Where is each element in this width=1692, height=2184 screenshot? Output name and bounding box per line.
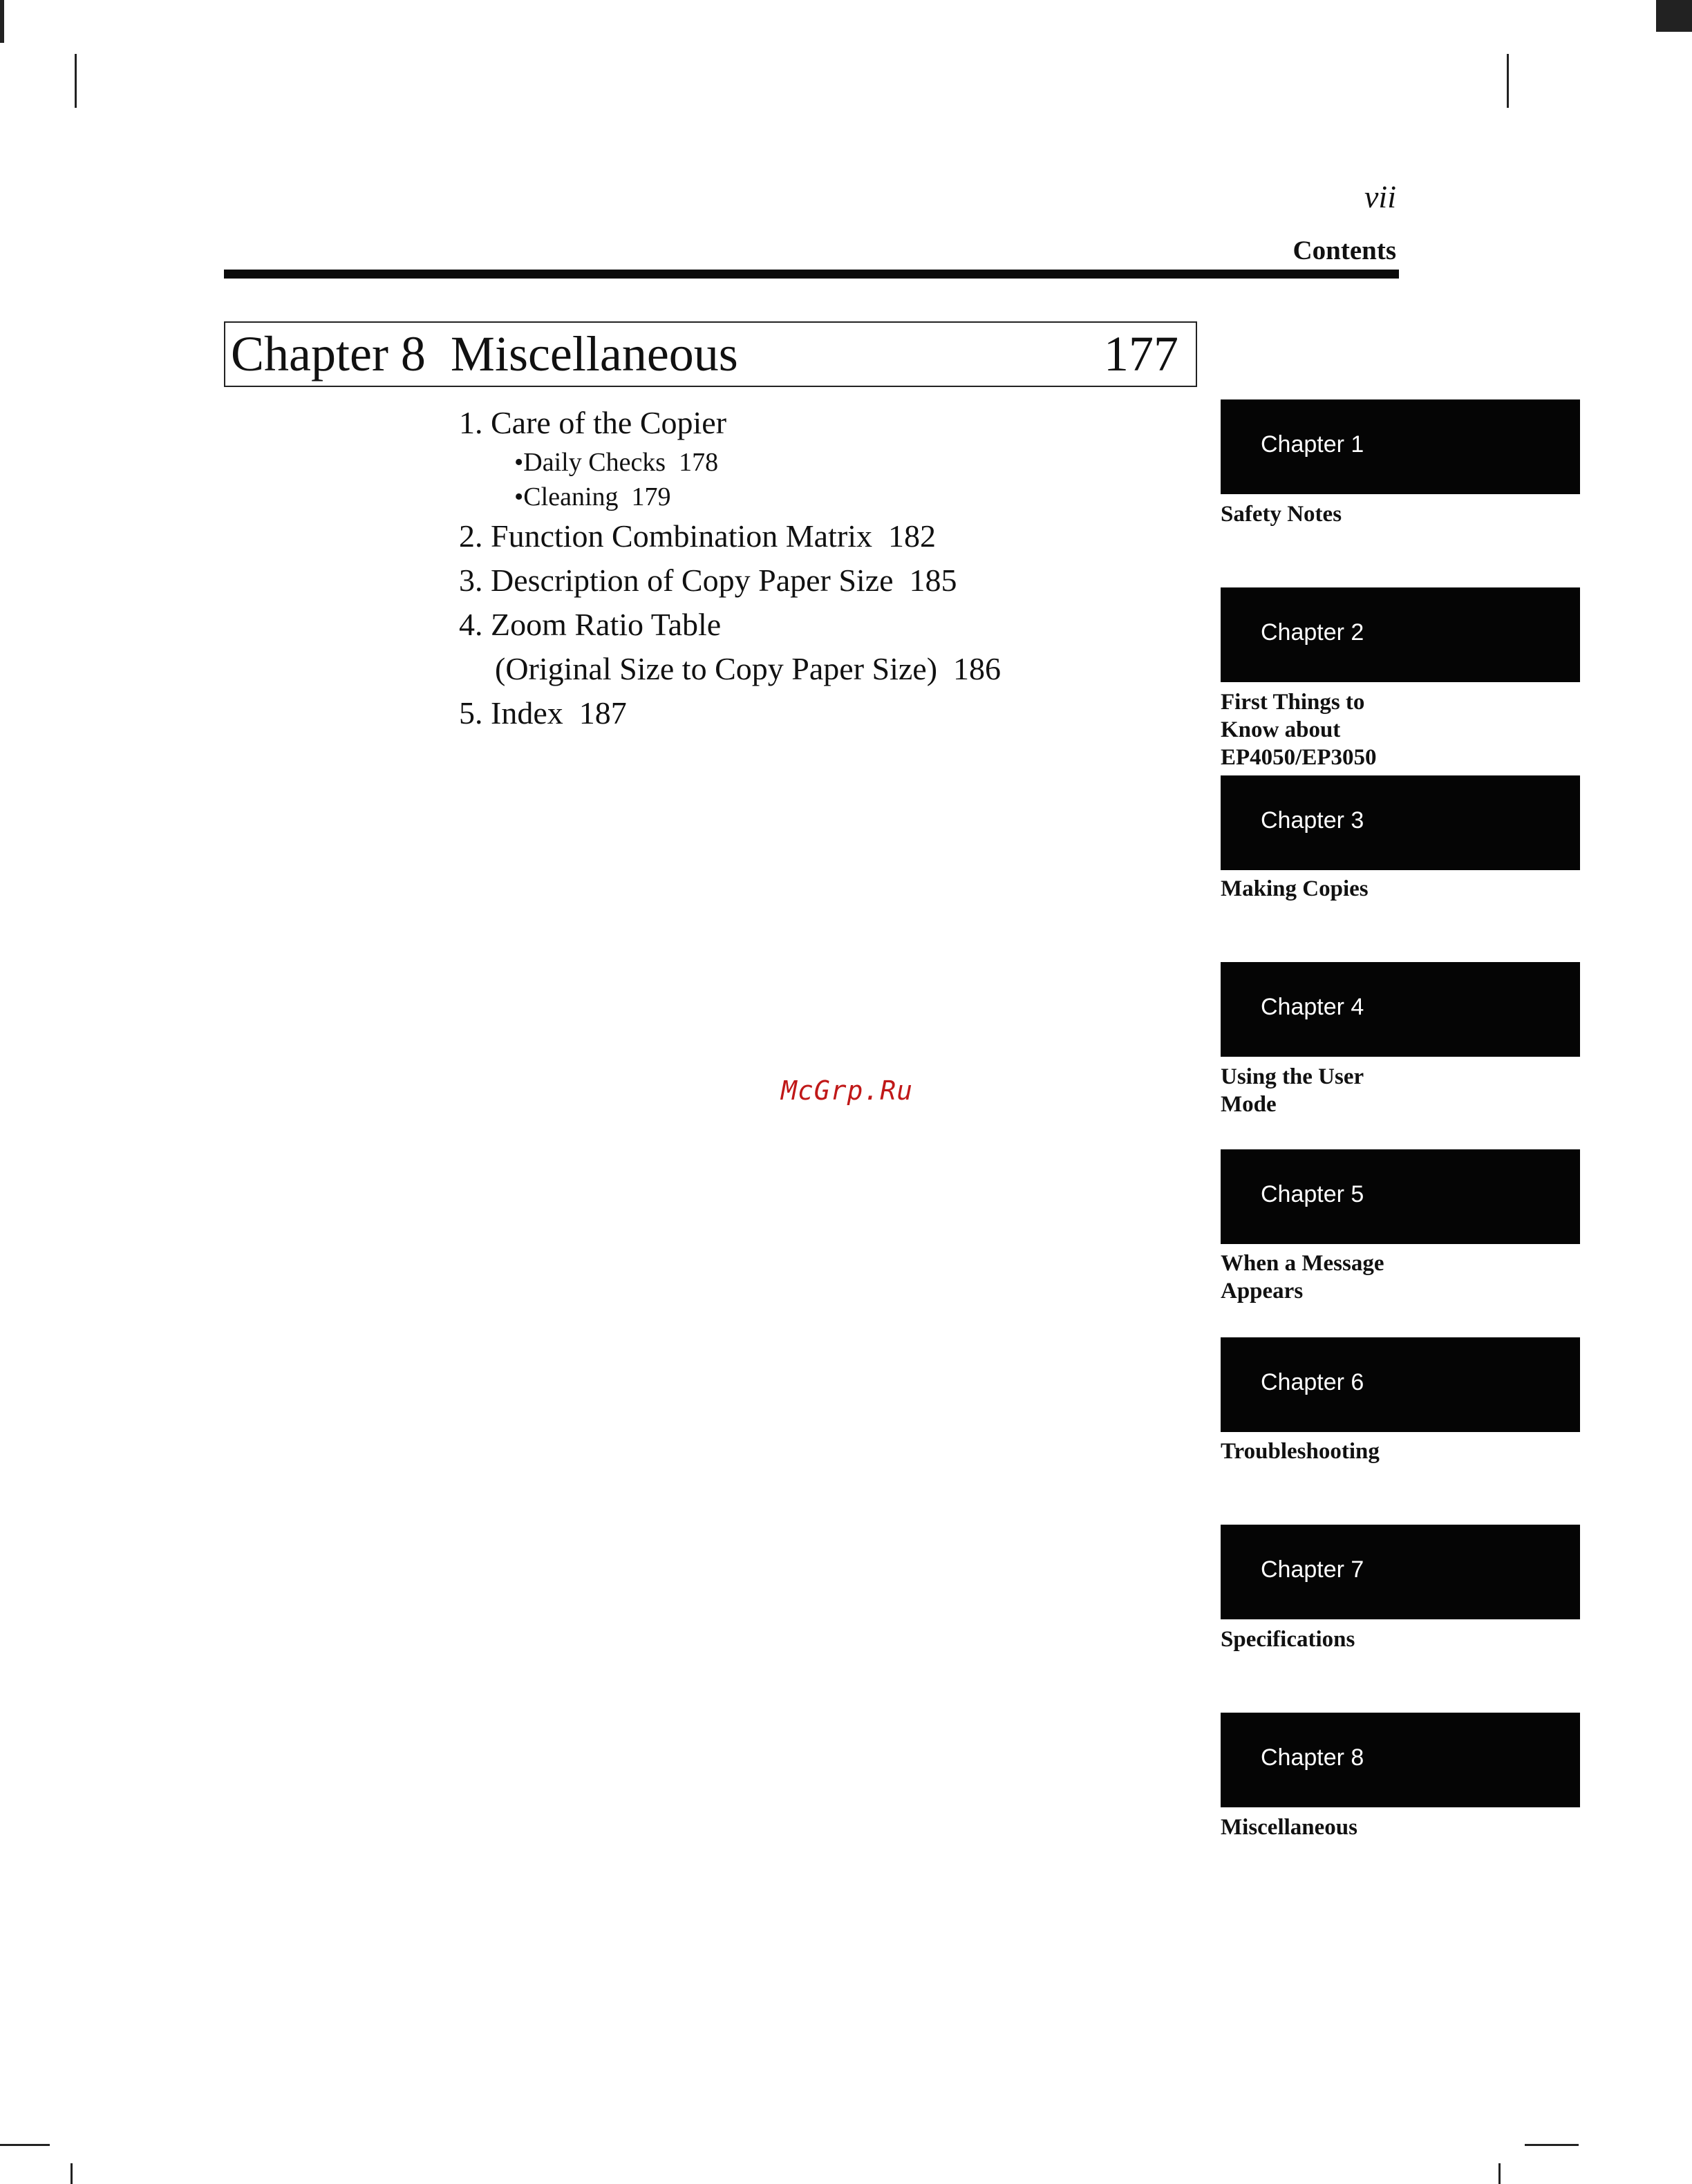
toc-item: 2. Function Combination Matrix 182 [459,518,936,554]
corner-artifact-top-right [1656,0,1692,32]
chapter-tab-3[interactable] [1221,775,1580,870]
tab-label: Chapter 6 [1261,1369,1364,1395]
header-rule [224,270,1399,279]
chapter-tab-2[interactable] [1221,587,1580,682]
tab-label: Chapter 4 [1261,994,1364,1020]
tab-description: Specifications [1221,1627,1355,1652]
page-number: vii [1364,179,1396,214]
toc-item: 4. Zoom Ratio Table [459,607,722,642]
crop-mark-left-edge [0,0,4,43]
toc-item: 5. Index 187 [459,695,627,731]
toc-list [459,401,1001,735]
crop-mark-bottom-right-h [1525,2144,1579,2146]
tab-description: When a Message Appears [1221,1251,1384,1303]
crop-mark-top-left [75,54,77,108]
chapter-tab-8[interactable] [1221,1713,1580,1807]
chapter-tab-1[interactable] [1221,399,1580,494]
tab-description: First Things to Know about EP4050/EP3050 [1221,690,1377,770]
tab-label: Chapter 7 [1261,1556,1364,1583]
crop-mark-bottom-left-v [70,2163,73,2184]
tab-label: Chapter 8 [1261,1744,1364,1771]
toc-subitem: •Cleaning 179 [514,482,671,511]
toc-item: 1. Care of the Copier [459,405,727,440]
chapter-title: Chapter 8 Miscellaneous [231,326,738,382]
crop-mark-bottom-left-h [0,2144,50,2146]
tab-description: Using the User Mode [1221,1064,1364,1117]
tab-label: Chapter 1 [1261,431,1364,458]
tab-description: Miscellaneous [1221,1815,1357,1840]
crop-mark-top-right [1507,54,1509,108]
section-heading: Contents [1292,236,1396,265]
chapter-tab-7[interactable] [1221,1525,1580,1619]
chapter-tab-4[interactable] [1221,962,1580,1057]
tab-label: Chapter 3 [1261,807,1364,834]
toc-item-continuation: (Original Size to Copy Paper Size) 186 [495,651,1002,686]
tab-description: Troubleshooting [1221,1439,1380,1464]
crop-mark-bottom-right-v [1498,2163,1501,2184]
tab-label: Chapter 2 [1261,619,1364,646]
watermark: McGrp.Ru [781,1075,914,1106]
chapter-page-number: 177 [1104,326,1178,382]
toc-subitem: •Daily Checks 178 [514,448,719,477]
tab-description: Making Copies [1221,876,1369,901]
chapter-tab-6[interactable] [1221,1337,1580,1432]
chapter-tab-5[interactable] [1221,1149,1580,1244]
tab-label: Chapter 5 [1261,1181,1364,1207]
toc-item: 3. Description of Copy Paper Size 185 [459,563,957,598]
tab-description: Safety Notes [1221,502,1342,527]
